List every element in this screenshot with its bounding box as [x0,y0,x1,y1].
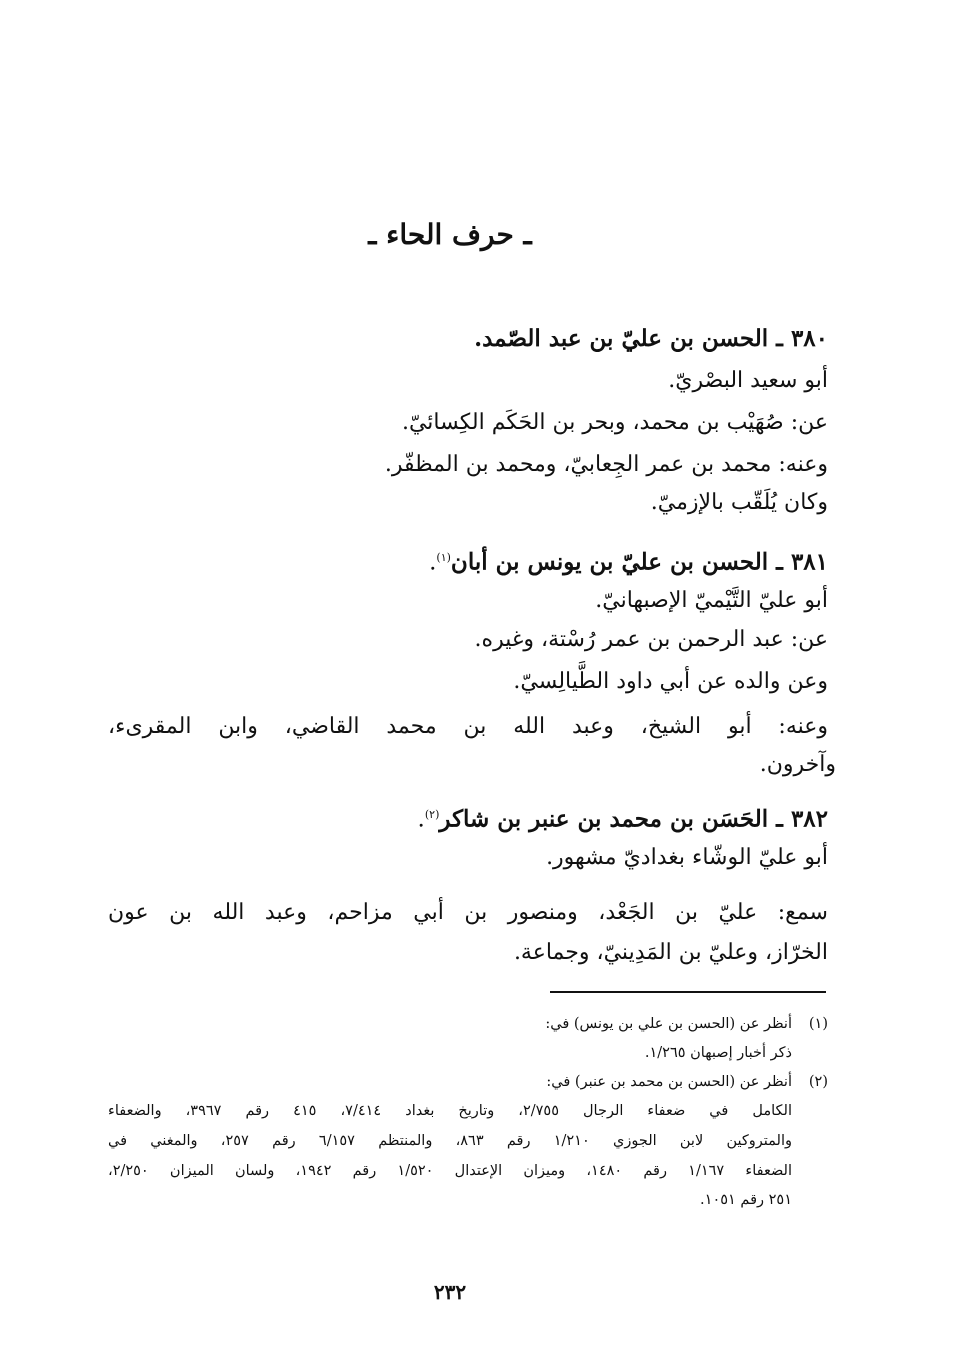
entry-382-line-1: أبو عليّ الوشّاء بغداديّ مشهور. [546,845,828,870]
entry-382-line-3: الخرّاز، وعليّ بن المَدِينيّ، وجماعة. [513,940,828,965]
entry-381-line-4: وعنه: أبو الشيخ، وعبد الله بن محمد القاضي، وابن المقرىء، [108,714,828,739]
footnote-1-number: (١) [808,1016,828,1032]
entry-380-line-3: وعنه: محمد بن عمر الجِعابيّ، ومحمد بن المظفّر. [384,452,828,477]
footnote-2-line-1: (٢)أنظر عن (الحسن بن محمد بن عنبر) في: [108,1068,828,1097]
entry-380-title: ٣٨٠ ـ الحسن بن عليّ بن عبد الصّمد. [474,325,828,352]
entry-381-line-1: أبو عليّ التَّيْميّ الإصبهانيّ. [595,588,828,613]
entry-381-line-5: وآخرون. [759,752,836,777]
footnote-1-line-1: (١)أنظر عن (الحسن بن علي بن يونس) في: [108,1010,828,1039]
footnote-2-line-3: والمتروكين لابن الجوزي ١/٢١٠ رقم ٨٦٣، والمنتظم ٦/١٥٧ رقم ٢٥٧، والمغني في [108,1133,793,1149]
entry-382-line-2: سمع: عليّ بن الجَعْد، ومنصور بن أبي مزاحم، وعبد الله بن عون [108,900,828,925]
entry-380-line-1: أبو سعيد البصْريّ. [668,368,828,393]
page-number: ٢٣٢ [433,1280,467,1304]
footnote-separator [550,991,826,993]
footnote-1-line-2: ذكر أخبار إصبهان ١/٢٦٥. [644,1045,792,1061]
entry-380-line-2: عن: صُهَيْب بن محمد، وبحر بن الحَكَم الكِسائيّ. [401,410,828,435]
entry-381-line-3: وعن والده عن أبي داود الطَّيالِسيّ. [513,669,828,694]
entry-381-line-2: عن: عبد الرحمن بن عمر رُسْتة، وغيره. [474,627,828,652]
footnote-mark-1: (١) [436,551,451,564]
footnote-2-line-5: ٢٥١ رقم ١٠٥١. [700,1192,792,1208]
footnote-2-line-4: الضعفاء ١/١٦٧ رقم ١٤٨٠، وميزان الإعتدال ١/٥٢٠ رقم ١٩٤٢، ولسان الميزان ٢/٢٥٠، [108,1163,792,1179]
footnote-2-number: (٢) [808,1074,828,1090]
chapter-heading: ـ حرف الحاء ـ [368,218,532,251]
entry-381-title: ٣٨١ ـ الحسن بن عليّ بن يونس بن أبان$^{(١)}$. [429,548,828,576]
footnote-2-line-2: الكامل في ضعفاء الرجال ٢/٧٥٥، وتاريخ بغداد ٧/٤١٤، ٤١٥ رقم ٣٩٦٧، والضعفاء [108,1103,792,1119]
entry-382-title: ٣٨٢ ـ الحَسَن بن محمد بن عنبر بن شاكر$^{(٢)}$. [417,805,828,833]
footnote-mark-2: (٢) [424,808,440,821]
entry-380-line-4: وكان يُلَقّب بالإزميّ. [650,490,828,515]
